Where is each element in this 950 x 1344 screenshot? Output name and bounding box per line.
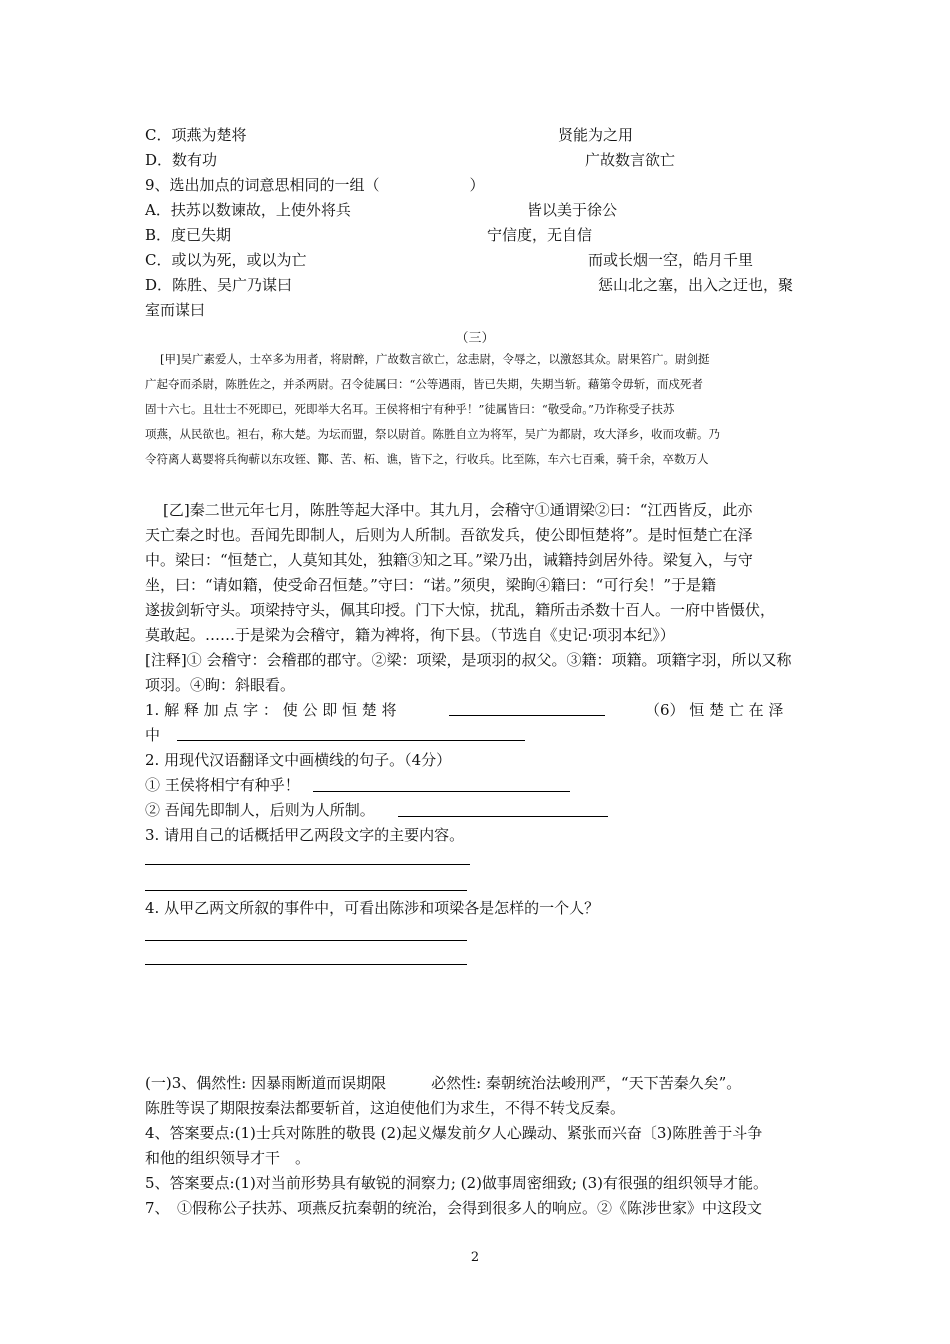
answer-line: 7、 ①假称公子扶苏、项燕反抗秦朝的统治，会得到很多人的响应。②《陈涉世家》中这段文 [145, 1199, 763, 1217]
answer-blank-1[interactable] [449, 715, 605, 716]
answer-blank-2[interactable] [177, 740, 525, 741]
question-4: 4. 从甲乙两文所叙的事件中，可看出陈涉和项梁各是怎样的一个人？ [145, 899, 600, 917]
passage-yi-line: [乙]秦二世元年七月，陈胜等起大泽中。其九月，会稽守①通谓梁②曰：“江西皆反，此亦 [163, 501, 753, 519]
question-2-item-2: ② 吾闻先即制人，后则为人所制。 [145, 801, 375, 819]
passage-yi-line: 天亡秦之时也。吾闻先即制人，后则为人所制。吾欲发兵，使公即恒楚将”。是时恒楚亡在泽 [145, 526, 753, 544]
option-d-left: D．数有功 [145, 151, 218, 169]
q9-a-left: A．扶苏以数谏故，上使外将兵 [145, 201, 351, 219]
answer-line-q4[interactable] [145, 940, 467, 941]
answer-line: (一)3、偶然性: 因暴雨断道而误期限 必然性: 秦朝统治法峻刑严，“天下苦秦久矣”。 [145, 1074, 742, 1092]
question-1-continuation: 中 [145, 726, 161, 744]
q9-c-right: 而或长烟一空，皓月千里 [588, 251, 754, 269]
note-line: [注释]① 会稽守：会稽郡的郡守。②梁：项梁，是项羽的叔父。③籍：项籍。项籍字羽，所以又称 [145, 651, 792, 669]
question-1-left: 1. 解 释 加 点 字 ： 使 公 即 恒 楚 将 [145, 701, 397, 719]
section-title: （三） [455, 331, 495, 346]
passage-yi-line: 遂拔剑斩守头。项梁持守头，佩其印授。门下大惊，扰乱，籍所击杀数十百人。一府中皆慑伏， [145, 601, 776, 619]
question-2: 2. 用现代汉语翻译文中画横线的句子。（4分） [145, 751, 452, 769]
passage-jia-line: 令符离人葛婴将兵徇蕲以东攻铚、酇、苦、柘、谯，皆下之，行收兵。比至陈，车六七百乘，骑千余，卒数万人 [145, 452, 709, 466]
q9-b-left: B．度已失期 [145, 226, 232, 244]
note-line: 项羽。④眴：斜眼看。 [145, 676, 296, 694]
question-1-right: （6） 恒 楚 亡 在 泽 [645, 701, 784, 719]
question-3: 3. 请用自己的话概括甲乙两段文字的主要内容。 [145, 826, 465, 844]
option-c-left: C．项燕为楚将 [145, 126, 247, 144]
answer-line: 陈胜等误了期限按秦法都要斩首，这迫使他们为求生，不得不转戈反秦。 [145, 1099, 626, 1117]
page-number: 2 [470, 1250, 480, 1265]
answer-blank-q2-1[interactable] [313, 791, 570, 792]
passage-jia-line: [甲]吴广素爱人，士卒多为用者，将尉醉，广故数言欲亡，忿恚尉，令辱之，以激怒其众。尉果笞广。尉剑挺 [160, 352, 710, 366]
answer-line: 5、答案要点:(1)对当前形势具有敏锐的洞察力; (2)做事周密细致; (3)有很强的组织领导才能。 [145, 1174, 768, 1192]
option-c-right: 贤能为之用 [558, 126, 634, 144]
q9-b-right: 宁信度，无自信 [487, 226, 593, 244]
answer-line: 4、答案要点:(1)士兵对陈胜的敬畏 (2)起义爆发前夕人心躁动、紧张而兴奋〔3)陈胜善于斗争 [145, 1124, 763, 1142]
answer-blank-q2-2[interactable] [398, 816, 608, 817]
q9-a-right: 皆以美于徐公 [527, 201, 618, 219]
q9-d-left: D．陈胜、吴广乃谋曰 [145, 276, 293, 294]
passage-jia-line: 固十六七。且壮士不死即已，死即举大名耳。王侯将相宁有种乎！”徒属皆曰：“敬受命。”乃诈称受子扶苏 [145, 402, 675, 416]
q9-d-continuation: 室而谋曰 [145, 301, 206, 319]
answer-line: 和他的组织领导才干 。 [145, 1149, 311, 1167]
question-2-item-1: ① 王侯将相宁有种乎！ [145, 776, 300, 794]
q9-d-right: 惩山北之塞，出入之迂也，聚 [598, 276, 794, 294]
passage-yi-line: 莫敢起。……于是梁为会稽守，籍为裨将，徇下县。（节选自《史记·项羽本纪》） [145, 626, 675, 644]
q9-c-left: C．或以为死，或以为亡 [145, 251, 307, 269]
option-d-right: 广故数言欲亡 [585, 151, 676, 169]
passage-jia-line: 广起夺而杀尉，陈胜佐之，并杀两尉。召令徒属曰：“公等遇雨，皆已失期，失期当斩。藉第令毋斩，而戍死者 [145, 377, 703, 391]
answer-line-q3[interactable] [145, 864, 470, 865]
q9-stem: 9、选出加点的词意思相同的一组（ ） [145, 176, 485, 194]
passage-yi-line: 中。梁曰：“恒楚亡，人莫知其处，独籍③知之耳。”梁乃出，诫籍持剑居外待。梁复入，与守 [145, 551, 753, 569]
passage-yi-line: 坐，曰：“请如籍，使受命召恒楚。”守曰：“诺。”须臾，梁眴④籍曰：“可行矣！”于是籍 [145, 576, 717, 594]
answer-line-q3[interactable] [145, 890, 467, 891]
passage-jia-line: 项燕，从民欲也。袒右，称大楚。为坛而盟，祭以尉首。陈胜自立为将军，吴广为都尉，攻大泽乡，收而攻蕲。乃 [145, 427, 720, 441]
answer-line-q4[interactable] [145, 964, 467, 965]
